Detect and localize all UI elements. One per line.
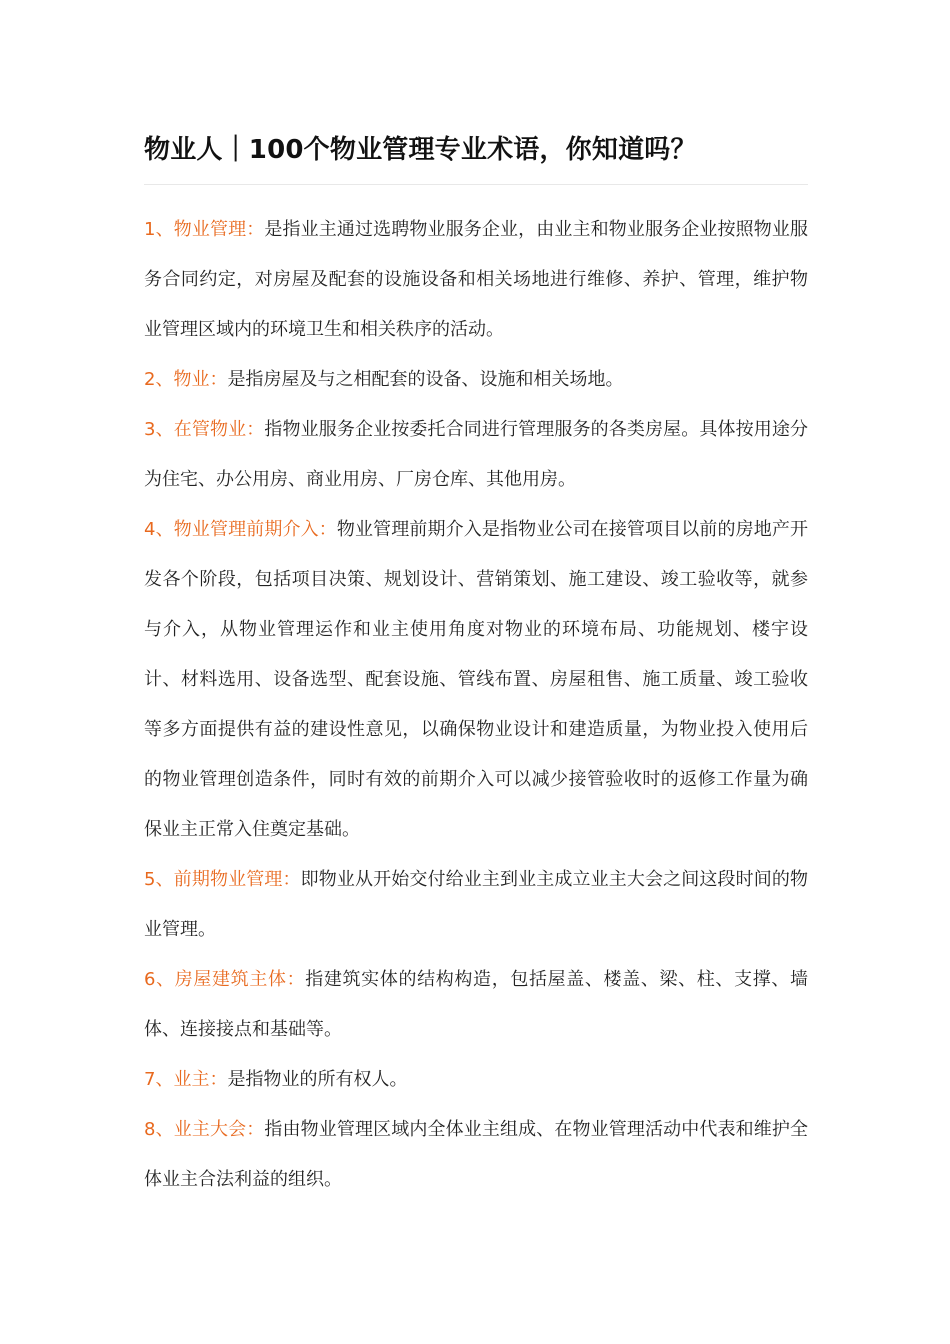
term-label: 2、物业： [144, 369, 228, 390]
term-entry-1 [144, 205, 808, 355]
term-label: 7、业主： [144, 1069, 228, 1090]
article-title: 物业人｜100个物业管理专业术语，你知道吗？ [144, 135, 697, 165]
term-list [144, 205, 808, 1205]
term-definition: 是指房屋及与之相配套的设备、设施和相关场地。 [227, 369, 624, 390]
term-definition: 是指业主通过选聘物业服务企业，由业主和物业服务企业按照物业服务合同约定，对房屋及配套的设施设备和相关场地进行维修、养护、管理，维护物业管理区域内的环境卫生和相关秩序的活动。 [144, 219, 809, 340]
term-entry-6 [144, 955, 808, 1055]
term-entry-2 [144, 355, 808, 405]
term-definition: 物业管理前期介入是指物业公司在接管项目以前的房地产开发各个阶段，包括项目决策、规划设计、营销策划、施工建设、竣工验收等，就参与介入，从物业管理运作和业主使用角度对物业的环境布局、功能规划、楼宇设计、材料选用、设备选型、配套设施、管线布置、房屋租售、施工质量、竣工验收等多方面提供有益的建设性意见，以确保物业设计和建造质量，为物业投入使用后的物业管理创造条件，同时有效的前期介入可以减少接管验收时的返修工作量为确保业主正常入住奠定基础。 [144, 519, 808, 840]
term-label: 4、物业管理前期介入： [144, 519, 337, 540]
term-definition: 指物业服务企业按委托合同进行管理服务的各类房屋。具体按用途分为住宅、办公用房、商业用房、厂房仓库、其他用房。 [144, 419, 809, 490]
term-definition: 指由物业管理区域内全体业主组成、在物业管理活动中代表和维护全体业主合法利益的组织。 [144, 1119, 809, 1190]
term-entry-3 [144, 405, 808, 505]
term-entry-5 [144, 855, 808, 955]
article [144, 128, 808, 1205]
term-label: 5、前期物业管理： [144, 869, 301, 890]
term-label: 3、在管物业： [144, 419, 265, 440]
term-label: 1、物业管理： [144, 219, 265, 240]
term-entry-7 [144, 1055, 808, 1105]
term-entry-4 [144, 505, 808, 855]
term-label: 6、房屋建筑主体： [144, 969, 306, 990]
term-definition: 指建筑实体的结构构造，包括屋盖、楼盖、梁、柱、支撑、墙体、连接接点和基础等。 [144, 969, 808, 1040]
term-definition: 即物业从开始交付给业主到业主成立业主大会之间这段时间的物业管理。 [144, 869, 809, 940]
term-definition: 是指物业的所有权人。 [227, 1069, 408, 1090]
title-divider [144, 184, 808, 185]
term-entry-8 [144, 1105, 808, 1205]
term-label: 8、业主大会： [144, 1119, 265, 1140]
